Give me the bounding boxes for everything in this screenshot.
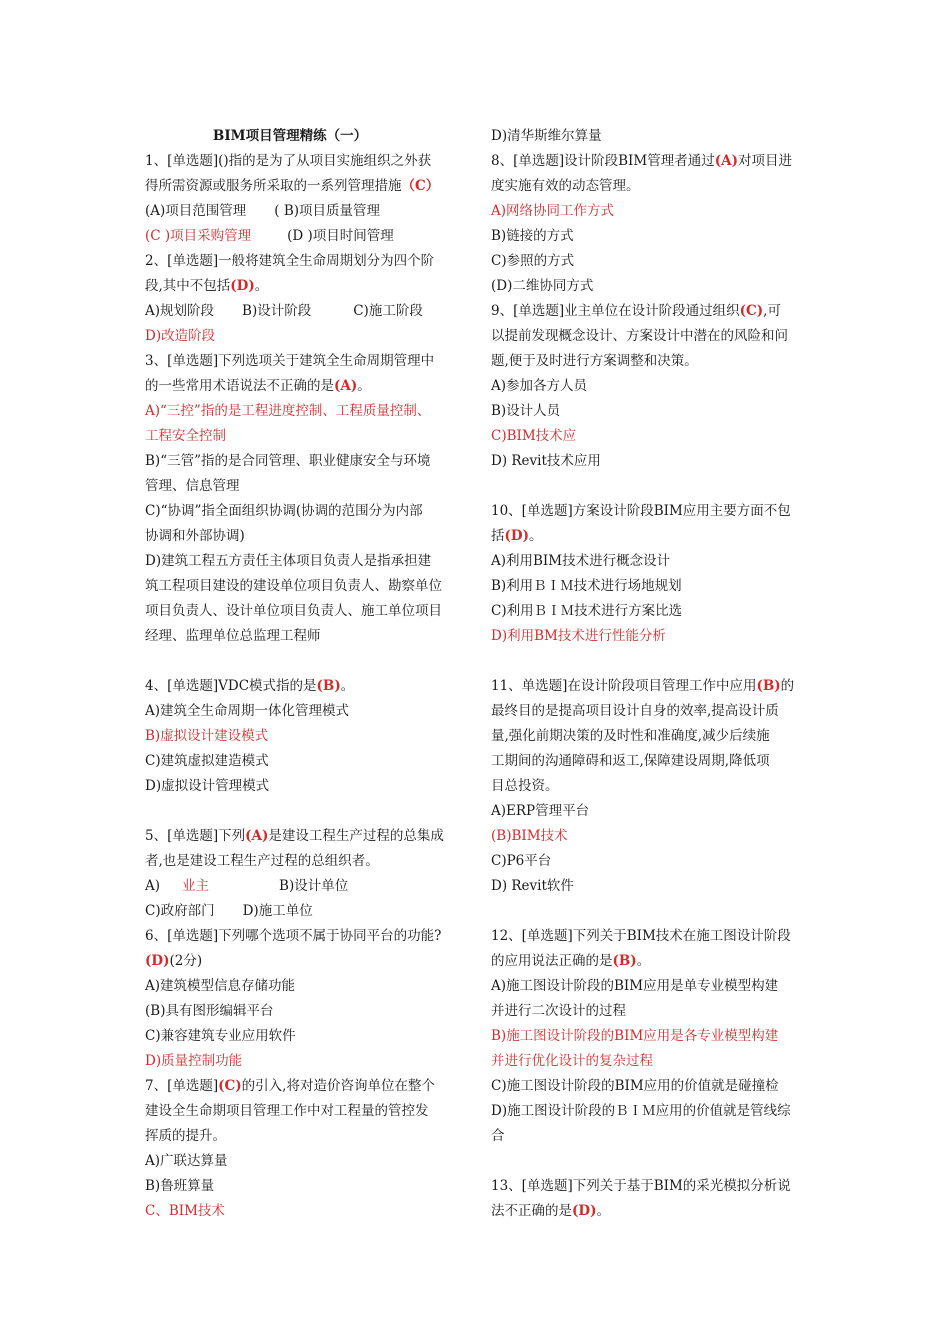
q10-stem-line: 10、[单选题]方案设计阶段BIM应用主要方面不包	[491, 503, 791, 519]
q12-option-b-cont: 并进行优化设计的复杂过程	[491, 1053, 653, 1069]
q10-option-b: B)利用ＢＩＭ技术进行场地规划	[491, 578, 682, 594]
q11-option-a: A)ERP管理平台	[491, 803, 590, 819]
q1-stem-line	[145, 174, 465, 199]
q7-stem-line: 建设全生命期项目管理工作中对工程量的管控发	[145, 1103, 429, 1119]
document-title: BIM项目管理精练（一）	[212, 128, 368, 144]
q9-answer: (C)	[739, 303, 764, 319]
q12-option-d-cont: 合	[491, 1128, 505, 1144]
q11-stem-line: 目总投资。	[491, 778, 559, 794]
q1-options-row	[145, 199, 465, 224]
q12-stem-line: 12、[单选题]下列关于BIM技术在施工图设计阶段	[491, 928, 791, 944]
q5-options-row	[145, 874, 465, 899]
q4-option-d: D)虚拟设计管理模式	[145, 778, 270, 794]
q7-option-a: A)广联达算量	[145, 1153, 228, 1169]
q7-option-d: D)清华斯维尔算量	[491, 128, 602, 144]
q10-stem-text: 括	[491, 528, 505, 544]
q3-stem-line: 3、[单选题]下列选项关于建筑全生命周期管理中	[145, 353, 435, 369]
q4-option-c: C)建筑虚拟建造模式	[145, 753, 269, 769]
q13-stem-line: 13、[单选题]下列关于基于BIM的采光模拟分析说	[491, 1178, 791, 1194]
q6-stem-line	[145, 949, 465, 974]
q10-option-c: C)利用ＢＩＭ技术进行方案比选	[491, 603, 683, 619]
q6-option-b: (B)具有图形编辑平台	[145, 1003, 274, 1019]
q3-option-d-cont: 项目负责人、设计单位项目负责人、施工单位项目	[145, 603, 442, 619]
q4-stem-text: 4、[单选题]VDC模式指的是	[145, 678, 317, 694]
q4-stem-line	[145, 674, 465, 699]
right-column	[491, 124, 811, 1224]
q2-answer: (D)	[230, 278, 255, 294]
q8-stem-line	[491, 149, 811, 174]
q5-stem-text: 5、[单选题]下列	[145, 828, 246, 844]
q9-option-d: D) Revit技术应用	[491, 453, 601, 469]
q13-stem-end: 。	[596, 1203, 610, 1219]
q13-stem-text: 法不正确的是	[491, 1203, 572, 1219]
q11-stem-text: 11、单选题]在设计阶段项目管理工作中应用	[491, 678, 757, 694]
q11-stem-text: 的	[780, 678, 795, 694]
q9-stem-text: ,可	[763, 303, 781, 319]
q2-option-b: B)设计阶段	[242, 303, 312, 319]
q2-option-a: A)规划阶段	[145, 303, 215, 319]
q2-option-c: C)施工阶段	[353, 303, 423, 319]
q13-answer: (D)	[572, 1203, 597, 1219]
q1-stem-line: 1、[单选题]()指的是为了从项目实施组织之外获	[145, 153, 432, 169]
q7-stem-line: 挥质的提升。	[145, 1128, 226, 1144]
q5-option-b: B)设计单位	[279, 878, 349, 894]
q5-options-row	[145, 899, 465, 924]
q3-option-a-cont: 工程安全控制	[145, 428, 226, 444]
q11-stem-line: 量,强化前期决策的及时性和准确度,减少后续施	[491, 728, 770, 744]
q7-stem-line	[145, 1074, 465, 1099]
q6-score: (2分)	[169, 953, 203, 969]
q8-stem-text: 8、[单选题]设计阶段BIM管理者通过	[491, 153, 715, 169]
q12-option-a-cont: 并进行二次设计的过程	[491, 1003, 626, 1019]
q5-stem-line: 者,也是建设工程生产过程的总组织者。	[145, 853, 379, 869]
q5-option-c: C)政府部门	[145, 903, 215, 919]
left-column	[145, 124, 465, 1224]
q3-stem-line	[145, 374, 465, 399]
q5-option-a-label: A)	[145, 878, 161, 894]
q6-option-a: A)建筑模型信息存储功能	[145, 978, 296, 994]
q5-stem-text: 是建设工程生产过程的总集成	[268, 828, 444, 844]
q1-option-b: ( B)项目质量管理	[274, 203, 381, 219]
q11-option-c: C)P6平台	[491, 853, 552, 869]
q1-stem-text: 得所需资源或服务所采取的一系列管理措施	[145, 178, 402, 194]
q12-option-c: C)施工图设计阶段的BIM应用的价值就是碰撞检	[491, 1078, 779, 1094]
q13-stem-line	[491, 1199, 811, 1224]
q12-stem-line	[491, 949, 811, 974]
q1-option-d: (D )项目时间管理	[287, 228, 394, 244]
q8-option-d: (D)二维协同方式	[491, 278, 594, 294]
q1-options-row	[145, 224, 465, 249]
q8-answer: (A)	[714, 153, 738, 169]
q5-option-a-text: 业主	[182, 878, 210, 894]
q9-stem-line: 以提前发现概念设计、方案设计中潜在的风险和问	[491, 328, 788, 344]
q3-stem-end: 。	[357, 378, 371, 394]
q6-answer: (D)	[145, 953, 170, 969]
q1-option-c: (C )项目采购管理	[145, 228, 252, 244]
q12-answer: (B)	[612, 953, 637, 969]
q3-option-d: D)建筑工程五方责任主体项目负责人是指承担建	[145, 553, 432, 569]
q7-option-c: C、BIM技术	[145, 1203, 225, 1219]
q9-stem-line: 题,便于及时进行方案调整和决策。	[491, 353, 698, 369]
q7-option-b: B)鲁班算量	[145, 1178, 215, 1194]
q2-stem-line: 2、[单选题]一般将建筑全生命周期划分为四个阶	[145, 253, 435, 269]
q6-option-d: D)质量控制功能	[145, 1053, 243, 1069]
q11-answer: (B)	[756, 678, 781, 694]
q10-stem-end: 。	[528, 528, 543, 544]
q3-option-d-cont: 经理、监理单位总监理工程师	[145, 628, 321, 644]
q1-option-a: (A)项目范围管理	[145, 203, 247, 219]
q10-stem-line	[491, 524, 811, 549]
q12-option-b: B)施工图设计阶段的BIM应用是各专业模型构建	[491, 1028, 779, 1044]
q9-option-b: B)设计人员	[491, 403, 561, 419]
q7-answer: (C)	[218, 1078, 242, 1094]
q4-stem-end: 。	[340, 678, 355, 694]
q9-option-a: A)参加各方人员	[491, 378, 588, 394]
q2-stem-text: 段,其中不包括	[145, 278, 231, 294]
q10-answer: (D)	[504, 528, 529, 544]
q3-option-b: B)“三管”指的是合同管理、职业健康安全与环境	[145, 453, 431, 469]
q6-option-c: C)兼容建筑专业应用软件	[145, 1028, 296, 1044]
q5-option-d: D)施工单位	[242, 903, 313, 919]
q2-stem-line	[145, 274, 465, 299]
q12-option-d: D)施工图设计阶段的ＢＩＭ应用的价值就是管线综	[491, 1103, 791, 1119]
q8-option-a: A)网络协同工作方式	[491, 203, 615, 219]
q4-option-a: A)建筑全生命周期一体化管理模式	[145, 703, 350, 719]
q2-option-d: D)改造阶段	[145, 328, 216, 344]
q12-stem-text: 的应用说法正确的是	[491, 953, 613, 969]
q8-stem-line: 度实施有效的动态管理。	[491, 178, 640, 194]
q11-stem-line	[491, 674, 811, 699]
q7-stem-text: 的引入,将对造价咨询单位在整个	[241, 1078, 435, 1094]
q8-option-c: C)参照的方式	[491, 253, 575, 269]
q4-option-b: B)虚拟设计建设模式	[145, 728, 269, 744]
q2-options-row	[145, 299, 465, 324]
q9-option-c: C)BIM技术应	[491, 428, 577, 444]
q6-stem-line: 6、[单选题]下列哪个选项不属于协同平台的功能?	[145, 928, 442, 944]
q3-stem-text: 的一些常用术语说法不正确的是	[145, 378, 334, 394]
q1-answer: （C）	[401, 178, 440, 194]
q4-answer: (B)	[316, 678, 341, 694]
q3-option-c: C)“协调”指全面组织协调(协调的范围分为内部	[145, 503, 423, 519]
q11-option-d: D) Revit软件	[491, 878, 574, 894]
q7-stem-text: 7、[单选题]	[145, 1078, 219, 1094]
q10-option-d: D)利用BM技术进行性能分析	[491, 628, 666, 644]
q3-option-b-cont: 管理、信息管理	[145, 478, 240, 494]
q3-answer: (A)	[334, 378, 358, 394]
q9-stem-line	[491, 299, 811, 324]
q3-option-d-cont: 筑工程项目建设的建设单位项目负责人、勘察单位	[145, 578, 442, 594]
q3-option-c-cont: 协调和外部协调)	[145, 528, 245, 544]
q9-stem-text: 9、[单选题]业主单位在设计阶段通过组织	[491, 303, 740, 319]
q8-option-b: B)链接的方式	[491, 228, 574, 244]
q12-option-a: A)施工图设计阶段的BIM应用是单专业模型构建	[491, 978, 779, 994]
q5-answer: (A)	[245, 828, 269, 844]
q8-stem-text: 对项目进	[737, 153, 792, 169]
q12-stem-end: 。	[636, 953, 651, 969]
q11-option-b: (B)BIM技术	[491, 828, 568, 844]
q5-stem-line	[145, 824, 465, 849]
q11-stem-line: 最终目的是提高项目设计自身的效率,提高设计质	[491, 703, 779, 719]
q3-option-a: A)“三控”指的是工程进度控制、工程质量控制、	[145, 403, 431, 419]
q11-stem-line: 工期间的沟通障碍和返工,保障建设周期,降低项	[491, 753, 770, 769]
q2-stem-end: 。	[254, 278, 269, 294]
q10-option-a: A)利用BIM技术进行概念设计	[491, 553, 671, 569]
